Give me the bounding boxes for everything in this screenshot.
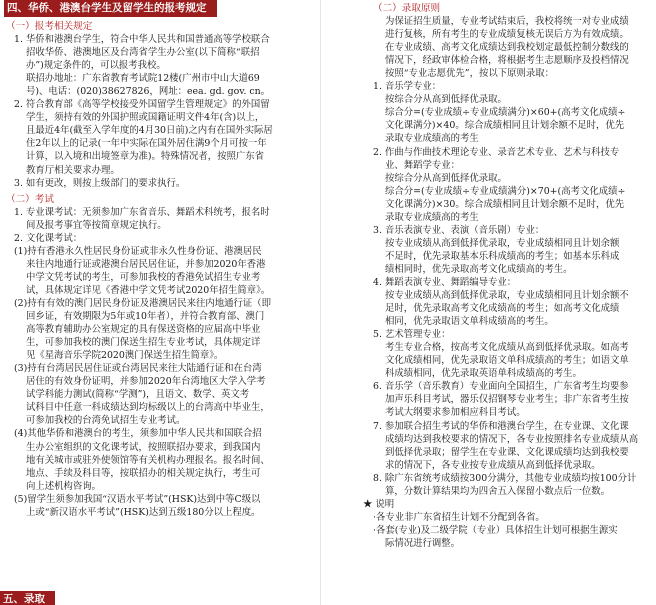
text-line: 办”)规定条件的，可以报考我校。 [26,60,166,72]
column-divider [320,0,321,605]
text-line: 足时，优先录取高考文化成绩高的考生；如高考文化成绩 [385,303,620,315]
text-line: (5)留学生须参加我国“汉语水平考试”(HSK)达到中等C级以 [14,493,261,505]
subheading-exam-rules: （一）报考相关规定 [6,21,93,32]
text-line: 按专业成绩从高到低择优录取，专业成绩相同且计划余额不 [385,290,629,302]
text-line: 业、舞蹈学专业： [385,159,461,171]
text-line: 试，具体规定详见《香港中学文凭考试2020年招生简章》。 [26,284,271,296]
text-line: 3. 音乐表演专业、表演（音乐剧）专业： [373,224,545,236]
note-heading: ★ 说明 [363,498,395,510]
text-line: 2. 文化课考试： [14,232,83,244]
text-line: 教育厅相关要求办理。 [26,164,120,176]
text-line: 来往内地通行证或港澳台居民居住证，并参加2020年香港 [26,258,266,270]
text-line: 算，分数计算结果均为四舍五入保留小数点后一位数。 [385,485,611,497]
text-line: 绩相同时，优先录取高考文化成绩高的考生。 [385,263,573,275]
subheading-exam: （二）考试 [6,193,54,205]
text-line: 地有关城市或驻外使领馆等有关机构办理报名。报名时间、 [26,454,270,466]
text-line: 录取专业成绩高的考生 [385,133,479,145]
text-line: 按综合分从高到低择优录取。 [385,94,507,106]
text-line: 生，可参加我校的澳门保送生招生专业考试，具体规定详 [26,337,261,349]
text-line: (4)其他华侨和港澳台的考生，须参加中华人民共和国联合招 [14,428,262,440]
text-line: 号)、电话：(020)38627826，网址：eea. gd. gov. cn。 [26,86,271,98]
section-header-4: 四、华侨、港澳台学生及留学生的报考规定 [4,0,217,17]
text-line: 6. 音乐学（音乐教育）专业面向全国招生，广东省考生均要参 [373,381,629,393]
right-column [363,0,653,550]
note-line: 际情况进行调整。 [385,537,461,549]
text-line: 试学科能力测试(简称“学测”)，且语文、数学、英文考 [26,389,250,401]
text-line: 文化课满分)×30。综合成绩相同且计划余额不足时，优先 [385,198,625,210]
text-line: 按照“专业志愿优先”，按以下原则录取： [385,68,554,80]
text-line: 相同，优先录取语文单科成绩高的考生。 [385,316,554,328]
text-line: 求的情况下，各专业按专业成绩从高到低择优录取。 [385,459,601,471]
text-line: 1. 专业课考试：无须参加广东省音乐、舞蹈术科统考，报名时 [14,206,270,218]
text-line: 招收华侨、港澳地区及台湾省学生办公室(以下简称“联招 [26,47,260,59]
text-line: 不足时，优先录取基本乐科成绩高的考生；如基本乐科成 [385,250,620,262]
text-line: 科成绩相同，优先录取英语单科成绩高的考生。 [385,368,582,380]
text-line: 为保证招生质量，专业考试结束后，我校将统一对专业成绩 [385,16,629,28]
text-line: 在专业成绩、高考文化成绩达到我校划定最低控制分数线的 [385,42,629,54]
text-line: 4. 舞蹈表演专业、舞蹈编导专业： [373,276,517,288]
text-line: 综合分=(专业成绩÷专业成绩满分)×70+(高考文化成绩÷ [385,185,626,197]
text-line: 间及报考事宜等按简章规定执行。 [26,219,167,231]
text-line: 住2年以上的记录(一年中实际在国外居住满9个月可按一年 [26,138,267,150]
text-line: 按专业成绩从高到低择优录取，专业成绩相同且计划余额 [385,237,620,249]
section-header-5-wrapper [0,587,55,605]
text-line: 生办公室组织的文化课考试，按照联招办要求，到我国内 [26,441,261,453]
text-line: 联招办地址：广东省教育考试院12楼(广州市中山大道69 [26,73,260,85]
text-line: 进行复核，所有考生的专业成绩复核无误后方为有效成绩。 [385,29,629,41]
text-line: 3. 如有更改，则按上级部门的要求执行。 [14,177,186,189]
text-line: (2)持有有效的澳门居民身份证及港澳居民来往内地通行证（即 [14,297,272,309]
text-line: 1. 音乐学专业： [373,81,442,93]
text-line: 居住的有效身份证明，并参加2020年台湾地区大学入学考 [26,376,266,388]
left-column [4,0,310,519]
text-line: 考生专业合格，按高考文化成绩从高到低择优录取。如高考 [385,342,629,354]
text-line: 学生，须持有效的外国护照或国籍证明文件4年(含)以上， [26,112,265,124]
text-line: 录取专业成绩高的考生 [385,211,479,223]
text-line: 1. 华侨和港澳台学生，符合中华人民共和国普通高等学校联合 [14,34,270,46]
section-header-5: 五、录取 [0,591,55,605]
text-line: 2. 符合教育部《高等学校接受外国留学生管理规定》的外国留 [14,99,270,111]
text-line: 中学文凭考试的考生，可参加我校的香港免试招生专业考 [26,271,261,283]
text-line: 按综合分从高到低择优录取。 [385,172,507,184]
text-line: (1)持有香港永久性居民身份证或非永久性身份证、港澳居民 [14,245,262,257]
text-line: 见《星海音乐学院2020澳门保送生招生简章》。 [26,350,224,362]
text-line: 2. 作曲与作曲技术理论专业、录音艺术专业、艺术与科技专 [373,146,620,158]
note-line: ·各套(专业)及二级学院（专业）具体招生计划可根据生源实 [373,524,618,536]
subheading-admission-principles: （二）录取原则 [373,3,441,14]
text-line: 试科目中任意一科成绩达到均标级以上的台湾高中毕业生， [26,402,270,414]
text-line: 地点、手续及科目等，按联招办的相关规定执行，考生可 [26,467,261,479]
text-line: 计算，以入境和出境签章为准)。特殊情况者，按照广东省 [26,151,265,163]
text-line: 综合分=(专业成绩÷专业成绩满分)×60+(高考文化成绩÷ [385,107,626,119]
text-line: 可参加我校的台湾免试招生专业考试。 [26,415,186,427]
text-line: 5. 艺术管理专业： [373,329,451,341]
text-line: (3)持有台湾居民居住证或台湾居民来往大陆通行证和在台湾 [14,363,262,375]
text-line: 成绩均达到我校要求的情况下，各专业按照排名专业成绩从高 [385,433,639,445]
text-line: 情况下，经政审体检合格，将根据考生志愿顺序及投档情况 [385,55,629,67]
text-line: 文化课满分)×40。综合成绩相同且计划余额不足时，优先 [385,120,625,132]
text-line: 且最近4年(截至入学年度的4月30日前)之内有在国外实际居 [26,125,273,137]
text-line: 文化成绩相同，优先录取语文单科成绩高的考生；如语文单 [385,355,629,367]
text-line: 到低择优录取；留学生在专业课、文化课成绩均达到我校要 [385,446,629,458]
text-line: 7. 参加联合招生考试的华侨和港澳台学生，在专业课、文化课 [373,420,629,432]
text-line: 向上述机构咨询。 [26,480,102,492]
text-line: 回乡证，有效期限为5年或10年者），并符合教育部、澳门 [26,311,265,323]
text-line: 考试大纲要求参加相应科目考试。 [385,407,526,419]
text-line: 高等教育辅助办公室规定的具有保送资格的应届高中毕业 [26,324,261,336]
text-line: 8. 除广东省统考成绩按300分满分，其他专业成绩均按100分计 [373,472,637,484]
text-line: 加声乐科目考试，器乐仅招钢琴专业考生；非广东省考生按 [385,394,629,406]
note-line: ·各专业非广东省招生计划不分配到各省。 [373,511,545,523]
text-line: 上或“新汉语水平考试”(HSK)达到五级180分以上程度。 [26,506,261,518]
